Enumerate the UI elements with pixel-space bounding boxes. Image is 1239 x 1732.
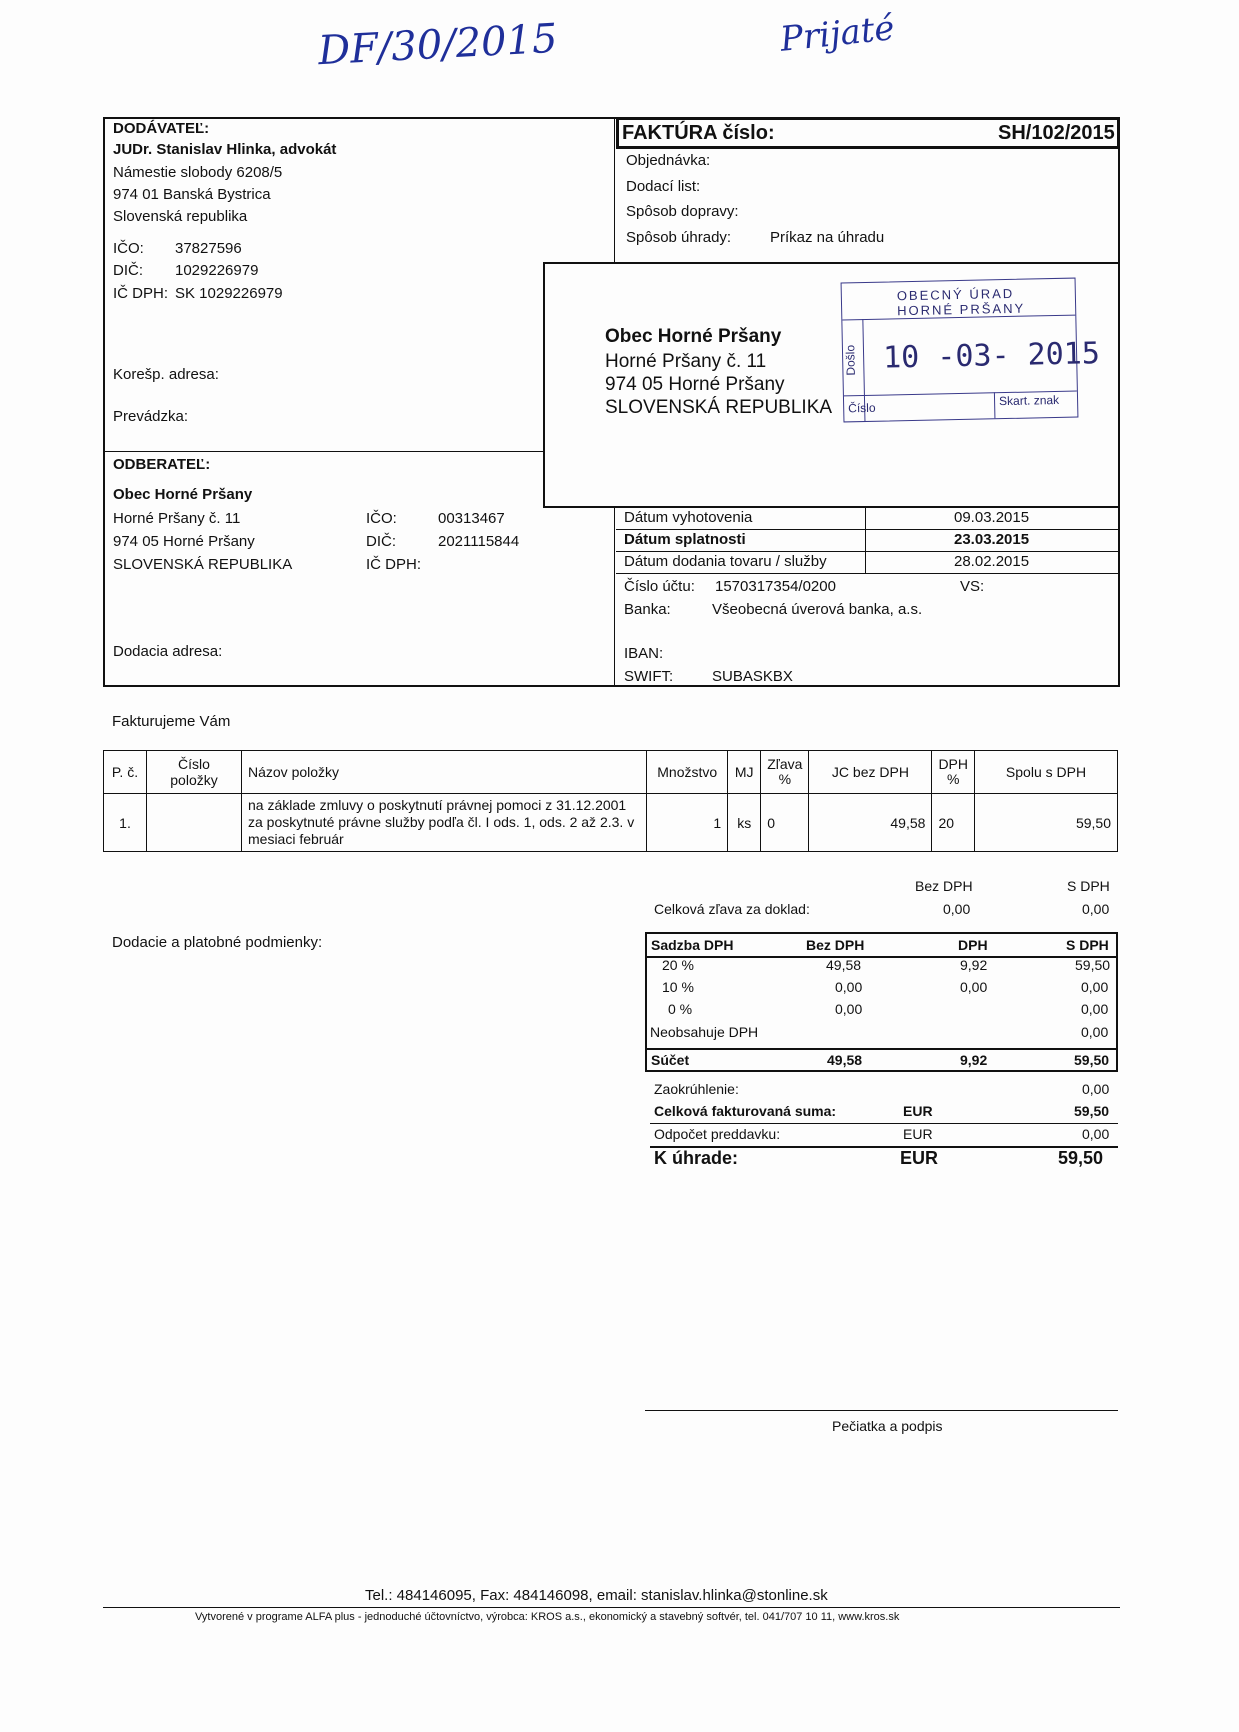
stamp-line2: HORNÉ PRŠANY	[897, 300, 1026, 319]
stamp-line1: OBECNÝ ÚRAD	[896, 285, 1015, 304]
vat-header-sadzba: Sadzba DPH	[651, 937, 734, 953]
date-vyhotovenia-label: Dátum vyhotovenia	[624, 509, 753, 526]
supplier-address2: 974 01 Banská Bystrica	[113, 186, 271, 203]
invoice-objednavka-label: Objednávka:	[626, 152, 711, 169]
date-vyhotovenia: 09.03.2015	[954, 509, 1030, 526]
col-jc: JC bez DPH	[809, 751, 932, 794]
customer-icdph-label: IČ DPH:	[366, 556, 422, 573]
left-right-divider-lower	[614, 506, 615, 687]
date-dodania: 28.02.2015	[954, 553, 1030, 570]
left-right-divider	[614, 117, 615, 262]
vat-total-s: 59,50	[1074, 1052, 1110, 1068]
summary-bez-dph-label: Bez DPH	[915, 878, 973, 894]
cell-jc: 49,58	[809, 794, 932, 852]
vat-header-bez: Bez DPH	[806, 937, 865, 953]
cell-dph: 20	[932, 794, 975, 852]
summary-s-dph-label: S DPH	[1067, 878, 1110, 894]
cell-nazov: na základe zmluvy o poskytnutí právnej pomoci z 31.12.2001 za poskytnuté právne služby podľa čl. I ods. 1, ods. 2 až 2.3. v mesiaci február	[242, 794, 647, 852]
footer-software: Vytvorené v programe ALFA plus - jednoduché účtovníctvo, výrobca: KROS a.s., ekonomický a stavebný softvér, tel. 041/707 10 11, www.kros.sk	[195, 1611, 900, 1623]
vat-total-line	[645, 1048, 1118, 1050]
summary-podmienky-label: Dodacie a platobné podmienky:	[112, 934, 323, 951]
supplier-dic: 1029226979	[175, 262, 259, 279]
supplier-icdph: SK 1029226979	[175, 285, 283, 302]
stamp-divider-skart	[994, 392, 996, 418]
vat-row-20-bez: 49,58	[826, 957, 862, 973]
cell-spolu: 59,50	[975, 794, 1118, 852]
recipient-name: Obec Horné Pršany	[605, 326, 782, 347]
invoice-doprava-label: Spôsob dopravy:	[626, 203, 739, 220]
bank-ucet: 1570317354/0200	[715, 578, 836, 595]
dates-line-3	[616, 573, 1120, 574]
items-table	[103, 750, 1118, 852]
totals-zaokruhlenie-label: Zaokrúhlenie:	[654, 1081, 739, 1097]
supplier-address1: Námestie slobody 6208/5	[113, 164, 283, 181]
invoice-dodaci-list-label: Dodací list:	[626, 178, 701, 195]
supplier-prevadzka-label: Prevádzka:	[113, 408, 189, 425]
col-spolu: Spolu s DPH	[975, 751, 1118, 794]
bank-banka: Všeobecná úverová banka, a.s.	[712, 601, 923, 618]
recipient-line4: SLOVENSKÁ REPUBLIKA	[605, 397, 833, 418]
dates-line-1	[616, 529, 1120, 530]
table-row	[104, 794, 1118, 852]
bank-iban-label: IBAN:	[624, 645, 664, 662]
customer-heading: ODBERATEĽ:	[113, 456, 211, 473]
bank-swift-label: SWIFT:	[624, 668, 674, 685]
customer-dic: 2021115844	[438, 533, 520, 550]
intro-text: Fakturujeme Vám	[112, 713, 231, 730]
vat-row-20-sadzba: 20 %	[662, 957, 694, 973]
signature-label: Pečiatka a podpis	[832, 1418, 943, 1434]
bank-banka-label: Banka:	[624, 601, 671, 618]
dates-line-2	[616, 551, 1120, 552]
totals-odpocet-label: Odpočet preddavku:	[654, 1126, 781, 1142]
totals-zaokruhlenie: 0,00	[1082, 1081, 1110, 1097]
totals-odpocet-cur: EUR	[903, 1126, 933, 1142]
supplier-koresp-label: Korešp. adresa:	[113, 366, 219, 383]
vat-header-s: S DPH	[1066, 937, 1109, 953]
date-splatnosti: 23.03.2015	[954, 531, 1030, 548]
col-dph: DPH %	[932, 751, 975, 794]
col-nazov: Názov položky	[242, 751, 647, 794]
bank-ucet-label: Číslo účtu:	[624, 578, 695, 595]
supplier-dic-label: DIČ:	[113, 262, 143, 279]
recipient-line2: Horné Pršany č. 11	[605, 351, 767, 372]
vat-row-0-sadzba: 0 %	[668, 1001, 693, 1017]
vat-row-10-s: 0,00	[1081, 979, 1109, 995]
cell-pc: 1.	[104, 794, 147, 852]
col-mnozstvo: Množstvo	[647, 751, 728, 794]
customer-dodacia-label: Dodacia adresa:	[113, 643, 223, 660]
invoice-uhrada: Príkaz na úhradu	[770, 229, 885, 246]
vat-row-10-sadzba: 10 %	[662, 979, 694, 995]
customer-name: Obec Horné Pršany	[113, 486, 253, 503]
supplier-icdph-label: IČ DPH:	[113, 285, 169, 302]
date-dodania-label: Dátum dodania tovaru / služby	[624, 553, 827, 570]
vat-total-label: Súčet	[651, 1052, 690, 1068]
dates-col-divider	[865, 508, 866, 573]
handwritten-note: Prijaté	[778, 8, 897, 60]
invoice-number: SH/102/2015	[998, 122, 1115, 144]
handwritten-reference: DF/30/2015	[316, 15, 559, 75]
totals-uhrade: 59,50	[1058, 1148, 1104, 1168]
col-mj: MJ	[728, 751, 761, 794]
totals-celkova: 59,50	[1074, 1103, 1110, 1119]
supplier-country: Slovenská republika	[113, 208, 248, 225]
cell-mj: ks	[728, 794, 761, 852]
col-pc: P. č.	[104, 751, 147, 794]
invoice-uhrada-label: Spôsob úhrady:	[626, 229, 732, 246]
recipient-line3: 974 05 Horné Pršany	[605, 374, 785, 395]
vat-row-10-dph: 0,00	[960, 979, 988, 995]
col-cislo: Číslo položky	[147, 751, 242, 794]
vat-row-0-bez: 0,00	[835, 1001, 863, 1017]
totals-celkova-cur: EUR	[903, 1103, 933, 1119]
supplier-name: JUDr. Stanislav Hlinka, advokát	[113, 141, 337, 158]
footer-line	[103, 1607, 1120, 1608]
customer-line4: SLOVENSKÁ REPUBLIKA	[113, 556, 293, 573]
supplier-ico: 37827596	[175, 240, 242, 257]
customer-ico: 00313467	[438, 510, 505, 527]
summary-zlava-bez: 0,00	[943, 901, 971, 917]
customer-line3: 974 05 Horné Pršany	[113, 533, 255, 550]
bank-vs-label: VS:	[960, 578, 985, 595]
customer-ico-label: IČO:	[366, 510, 397, 527]
totals-odpocet: 0,00	[1082, 1126, 1110, 1142]
vat-row-none-sadzba: Neobsahuje DPH	[650, 1024, 759, 1040]
supplier-customer-divider	[103, 451, 543, 452]
cell-mnozstvo: 1	[647, 794, 728, 852]
customer-dic-label: DIČ:	[366, 533, 396, 550]
cell-zlava: 0	[761, 794, 809, 852]
vat-row-20-s: 59,50	[1075, 957, 1111, 973]
signature-line	[645, 1410, 1118, 1411]
stamp-cislo-label: Číslo	[848, 400, 876, 416]
supplier-heading: DODÁVATEĽ:	[113, 120, 210, 137]
vat-header-dph: DPH	[958, 937, 988, 953]
vat-row-10-bez: 0,00	[835, 979, 863, 995]
date-splatnosti-label: Dátum splatnosti	[624, 531, 746, 548]
totals-uhrade-label: K úhrade:	[654, 1148, 739, 1168]
vat-total-dph: 9,92	[960, 1052, 988, 1068]
bank-swift: SUBASKBX	[712, 668, 793, 685]
footer-contact: Tel.: 484146095, Fax: 484146098, email: stanislav.hlinka@stonline.sk	[365, 1587, 828, 1604]
totals-celkova-label: Celková fakturovaná suma:	[654, 1103, 837, 1119]
stamp-skart-label: Skart. znak	[998, 392, 1060, 409]
stamp-date: 10 -03- 2015	[882, 336, 1101, 376]
customer-line2: Horné Pršany č. 11	[113, 510, 241, 527]
items-header-row	[104, 751, 1118, 794]
vat-row-none-s: 0,00	[1081, 1024, 1109, 1040]
invoice-title-label: FAKTÚRA číslo:	[622, 122, 775, 144]
stamp-doslo-label: Došlo	[843, 344, 858, 376]
received-stamp	[841, 278, 1101, 423]
totals-uhrade-cur: EUR	[900, 1148, 939, 1168]
vat-row-0-s: 0,00	[1081, 1001, 1109, 1017]
col-zlava: Zľava %	[761, 751, 809, 794]
supplier-ico-label: IČO:	[113, 240, 144, 257]
cell-cislo	[147, 794, 242, 852]
vat-table	[645, 932, 1118, 1072]
totals-line-1	[650, 1123, 1118, 1124]
vat-header-line	[645, 956, 1118, 958]
summary-zlava-s: 0,00	[1082, 901, 1110, 917]
vat-row-20-dph: 9,92	[960, 957, 988, 973]
vat-total-bez: 49,58	[827, 1052, 863, 1068]
summary-zlava-label: Celková zľava za doklad:	[654, 901, 810, 917]
